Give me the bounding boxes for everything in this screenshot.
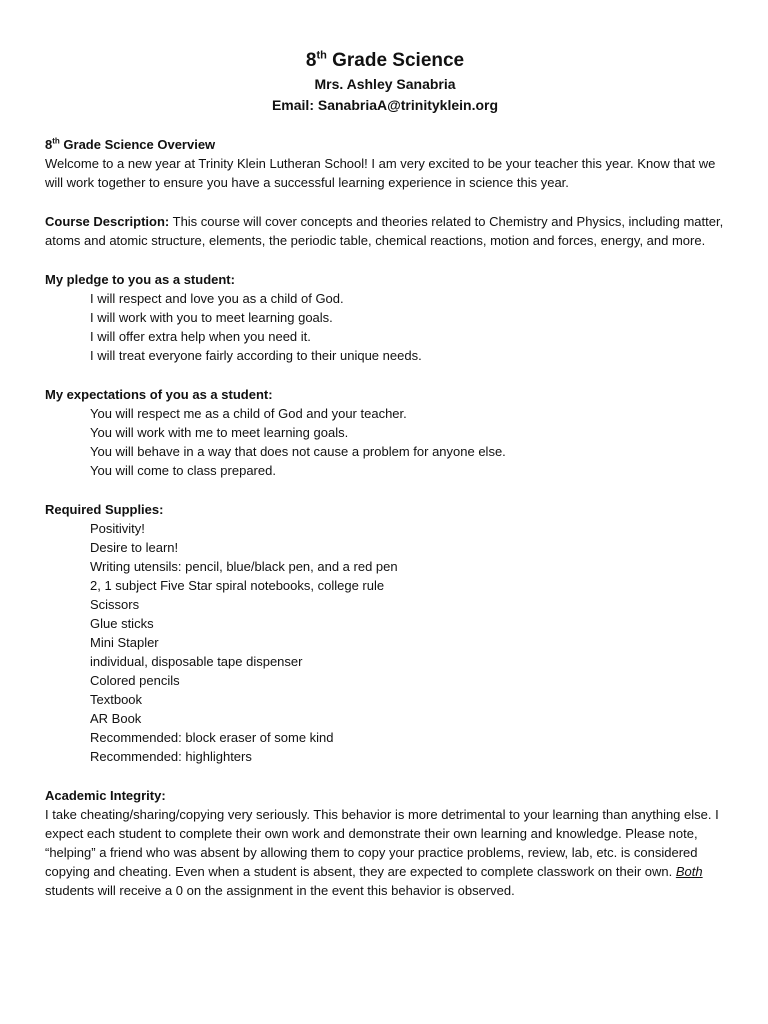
document-header — [45, 48, 725, 116]
list-item: Colored pencils — [90, 673, 180, 688]
course-description-section — [45, 212, 725, 250]
title-rest: Grade Science — [326, 50, 465, 71]
integrity-text-before: I take cheating/sharing/copying very seriously. This behavior is more detrimental to your learning than anything else. I expect each student to complete their own work and demonstrate their own learning and knowledge. Please note, “helping” a friend who was absent by allowing them to copy your practice problems, review, lab, etc. is considered copying and cheating. Even when a student is absent, they are expected to complete classwork on their own. — [45, 807, 719, 879]
course-description — [45, 212, 725, 250]
document-page — [45, 48, 725, 900]
overview-text: Welcome to a new year at Trinity Klein Lutheran School! I am very excited to be your teacher this year. Know that we will work together to ensure you have a successful learning experience in science this year. — [45, 156, 716, 190]
list-item: 2, 1 subject Five Star spiral notebooks, college rule — [90, 578, 385, 593]
list-item: You will work with me to meet learning goals. — [90, 425, 349, 440]
integrity-text-after: students will receive a 0 on the assignment in the event this behavior is observed. — [45, 883, 515, 898]
list-item: I will treat everyone fairly according to their unique needs. — [90, 348, 422, 363]
expectations-section — [45, 385, 725, 480]
title-prefix: 8 — [305, 50, 317, 71]
list-item: You will respect me as a child of God and your teacher. — [90, 406, 407, 421]
list-item: Mini Stapler — [90, 635, 159, 650]
list-item: Recommended: block eraser of some kind — [90, 730, 334, 745]
list-item: You will come to class prepared. — [90, 463, 276, 478]
supplies-list — [45, 519, 725, 766]
integrity-heading: Academic Integrity: — [45, 788, 166, 803]
overview-heading-superscript: th — [52, 136, 60, 146]
list-item: I will respect and love you as a child of God. — [90, 291, 344, 306]
expectations-list — [45, 404, 725, 480]
list-item: Desire to learn! — [90, 540, 179, 555]
pledge-list — [45, 289, 725, 365]
overview-heading-rest: Grade Science Overview — [59, 137, 216, 152]
title-superscript: th — [316, 49, 327, 62]
supplies-heading: Required Supplies: — [45, 502, 164, 517]
page-title — [45, 48, 725, 74]
list-item: Recommended: highlighters — [90, 749, 252, 764]
pledge-heading: My pledge to you as a student: — [45, 272, 235, 287]
list-item: I will work with you to meet learning goals. — [90, 310, 333, 325]
expectations-heading: My expectations of you as a student: — [45, 387, 273, 402]
list-item: I will offer extra help when you need it. — [90, 329, 311, 344]
list-item: Writing utensils: pencil, blue/black pen, and a red pen — [90, 559, 398, 574]
list-item: individual, disposable tape dispenser — [90, 654, 303, 669]
list-item: Glue sticks — [90, 616, 154, 631]
list-item: You will behave in a way that does not cause a problem for anyone else. — [90, 444, 506, 459]
course-description-label: Course Description: — [45, 214, 170, 229]
integrity-text — [45, 805, 725, 900]
supplies-section — [45, 500, 725, 766]
course-description-text: This course will cover concepts and theories related to Chemistry and Physics, including matter, atoms and atomic structure, elements, the periodic table, chemical reactions, motion and forces, energy, and more. — [45, 214, 724, 248]
integrity-section — [45, 786, 725, 900]
overview-heading — [45, 135, 725, 154]
teacher-email: Email: SanabriaA@trinityklein.org — [271, 97, 499, 113]
pledge-section — [45, 270, 725, 365]
overview-section — [45, 135, 725, 192]
teacher-name: Mrs. Ashley Sanabria — [314, 76, 456, 92]
list-item: Positivity! — [90, 521, 145, 536]
list-item: Scissors — [90, 597, 140, 612]
integrity-emphasis: Both — [675, 864, 703, 879]
list-item: Textbook — [90, 692, 143, 707]
overview-heading-prefix: 8 — [45, 137, 53, 152]
list-item: AR Book — [90, 711, 142, 726]
